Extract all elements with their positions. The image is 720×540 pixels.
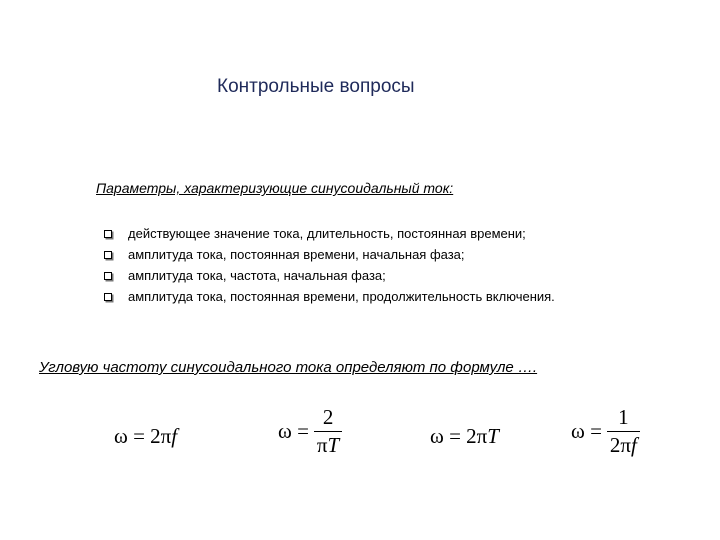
formula-lhs: ω = 2π <box>430 424 488 448</box>
formula-lhs: ω = <box>571 419 602 443</box>
fraction-numerator: 1 <box>618 405 629 429</box>
formula-variable: f <box>171 424 178 448</box>
formula-option-4 <box>571 405 640 458</box>
answer-option-text: амплитуда тока, постоянная времени, начальная фаза; <box>128 247 465 262</box>
denominator-variable: f <box>631 433 637 457</box>
question2-heading: Угловую частоту синусоидального тока определяют по формуле …. <box>39 359 538 376</box>
formula-lhs: ω = 2π <box>114 424 172 448</box>
answer-option <box>104 244 555 265</box>
fraction-denominator <box>314 431 342 458</box>
fraction-numerator: 2 <box>322 405 334 429</box>
answer-option-text: амплитуда тока, частота, начальная фаза; <box>128 268 386 283</box>
checkbox-bullet-icon <box>104 272 112 280</box>
fraction-denominator <box>607 431 640 458</box>
answer-option <box>104 265 555 286</box>
fraction <box>607 405 640 458</box>
answer-option <box>104 286 555 307</box>
denominator-pi: 2π <box>609 433 632 457</box>
answer-option <box>104 223 555 244</box>
formula-option-1 <box>114 424 177 449</box>
checkbox-bullet-icon <box>104 251 112 259</box>
question1-heading: Параметры, характеризующие синусоидальный ток: <box>96 180 454 196</box>
answer-option-text: амплитуда тока, постоянная времени, продолжительность включения. <box>128 289 555 304</box>
formula-option-3 <box>430 424 499 449</box>
formula-variable: T <box>487 424 499 448</box>
checkbox-bullet-icon <box>104 293 112 301</box>
formula-lhs: ω = <box>278 419 309 443</box>
denominator-variable: T <box>327 433 340 457</box>
slide-title: Контрольные вопросы <box>217 76 415 97</box>
answer-option-text: действующее значение тока, длительность, постоянная времени; <box>128 226 526 241</box>
answer-options-list <box>104 223 555 307</box>
fraction <box>314 405 342 458</box>
checkbox-bullet-icon <box>104 230 112 238</box>
formula-option-2 <box>278 405 342 458</box>
denominator-pi: π <box>316 433 328 457</box>
